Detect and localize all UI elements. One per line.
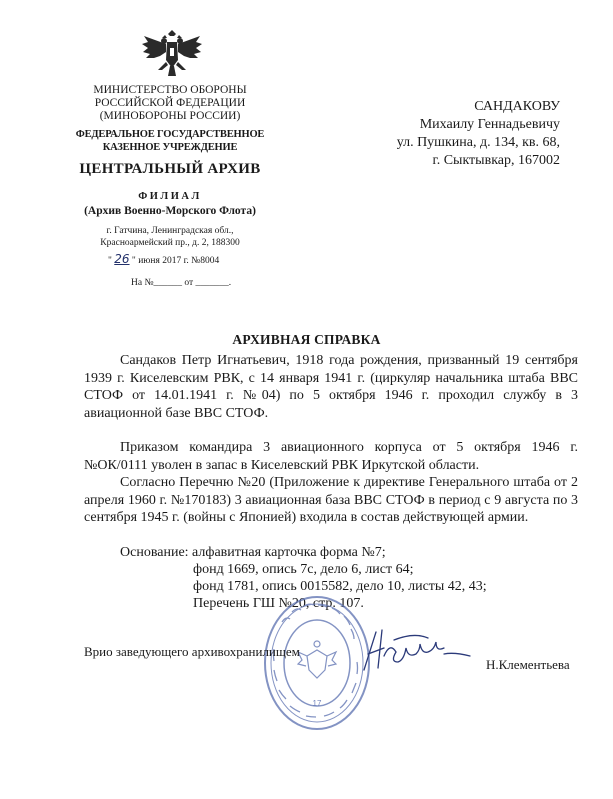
paragraph-active-army: Согласно Перечню №20 (Приложение к директиве Генерального штаба от 2 апреля 1960 г. №170183) 3 авиационная база ВВС СТОФ в период с 9 августа по 3 сентября 1945 г. (войны с Японией) входила в состав действующей армии. xyxy=(84,475,578,525)
agency-type-line2: КАЗЕННОЕ УЧРЕЖДЕНИЕ xyxy=(102,142,238,153)
ministry-name-line2: РОССИЙСКОЙ ФЕДЕРАЦИИ xyxy=(94,97,246,109)
recipient-city: г. Сыктывкар, 167002 xyxy=(432,153,560,168)
basis-item-1: фонд 1669, опись 7с, дело 6, лист 64; xyxy=(193,562,414,577)
filial-label: ФИЛИАЛ xyxy=(138,191,202,202)
ministry-name-line3: (МИНОБОРОНЫ РОССИИ) xyxy=(99,110,241,122)
document-title: АРХИВНАЯ СПРАВКА xyxy=(232,332,381,347)
paragraph-service: Сандаков Петр Игнатьевич, 1918 года рождения, призванный 19 сентября 1939 г. Киселевским РВК, с 14 января 1941 г. (циркуляр начальника штаба ВВС СТОФ от 14.01.1941 г. №04) по 5 октября 1946 г. проходил службу в 3 авиационной базе ВВС СТОФ. xyxy=(84,353,578,421)
handwritten-signature xyxy=(354,620,474,680)
stamp-center-number: 17 xyxy=(312,699,322,708)
date-quote-close: " xyxy=(131,256,136,266)
date-month-number: июня 2017 г. №8004 xyxy=(138,256,220,266)
fleet-archive-name: (Архив Военно-Морского Флота) xyxy=(84,205,256,217)
archive-name: ЦЕНТРАЛЬНЫЙ АРХИВ xyxy=(79,161,261,177)
address-line2: Красноармейский пр., д. 2, 188300 xyxy=(100,238,240,248)
address-line1: г. Гатчина, Ленинградская обл., xyxy=(106,226,234,236)
reference-line: На №______ от _______. xyxy=(131,278,232,288)
recipient-street: ул. Пушкина, д. 134, кв. 68, xyxy=(396,135,560,150)
outgoing-date xyxy=(108,252,219,266)
date-day-handwritten: 26 xyxy=(114,252,130,266)
recipient-name: Михаилу Геннадьевичу xyxy=(419,117,560,132)
double-headed-eagle-emblem-icon xyxy=(140,30,204,80)
agency-type-line1: ФЕДЕРАЛЬНОЕ ГОСУДАРСТВЕННОЕ xyxy=(75,129,265,140)
basis-label: Основание: алфавитная карточка форма №7; xyxy=(120,545,386,560)
date-quote-open: " xyxy=(108,256,112,266)
signatory-name: Н.Клементьева xyxy=(486,657,570,672)
ministry-name-line1: МИНИСТЕРСТВО ОБОРОНЫ xyxy=(93,84,247,96)
paragraph-discharge: Приказом командира 3 авиационного корпуса от 5 октября 1946 г. №ОК/0111 уволен в запас в Киселевский РВК Иркутской области. xyxy=(84,440,578,473)
basis-item-2: фонд 1781, опись 0015582, дело 10, листы 42, 43; xyxy=(193,579,487,594)
recipient-surname: САНДАКОВУ xyxy=(474,99,560,114)
basis-item-3: Перечень ГШ №20, стр. 107. xyxy=(193,596,364,611)
signatory-position: Врио заведующего архивохранилищем xyxy=(84,644,300,659)
